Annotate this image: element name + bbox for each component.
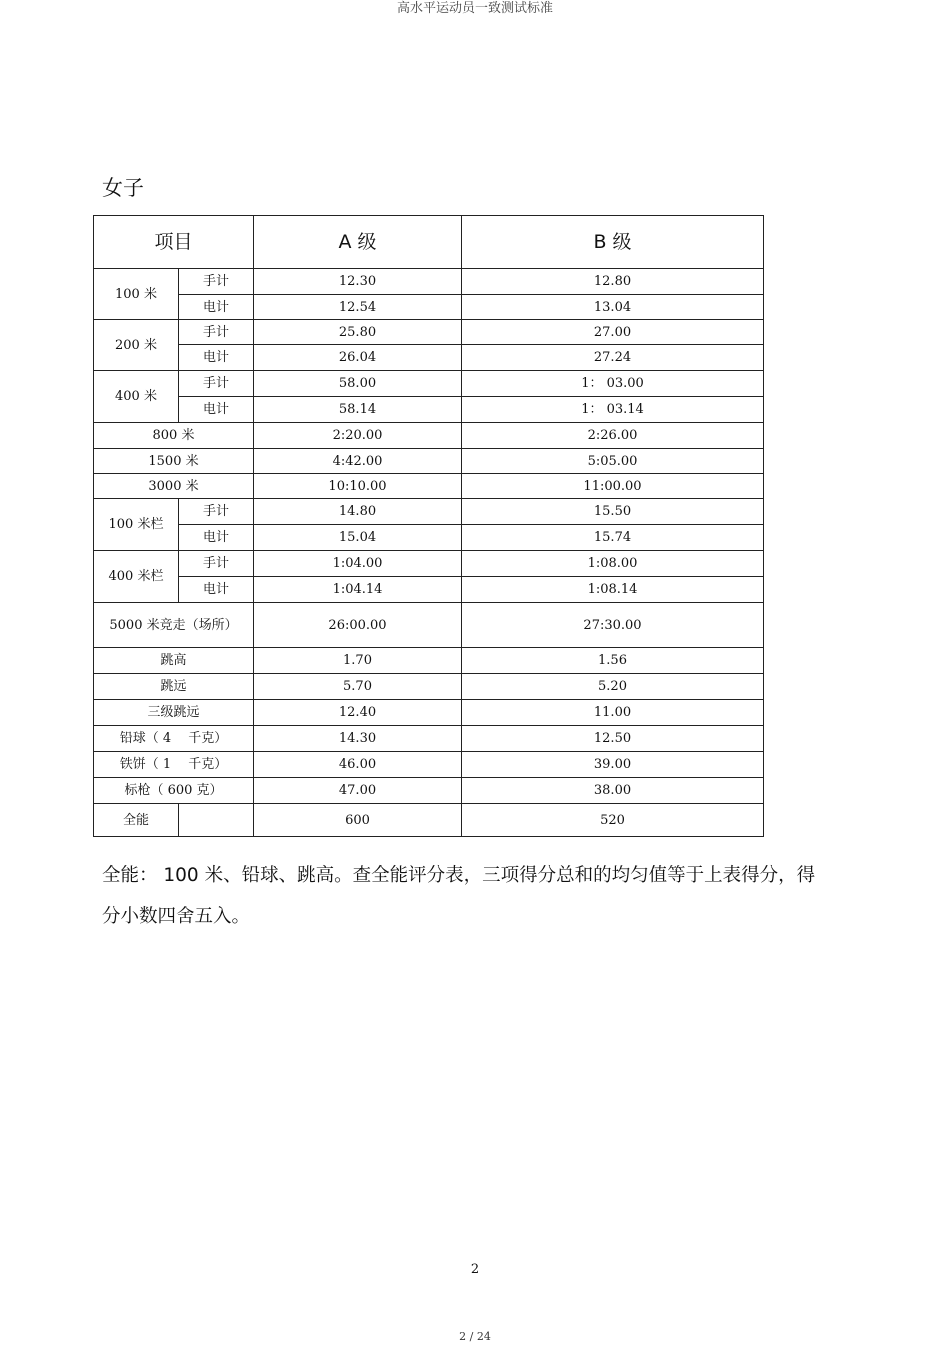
table-row [94,525,764,551]
table-row [94,674,764,700]
grade-b-value: 15.50 [462,499,764,525]
grade-b-value: 12.80 [462,269,764,295]
grade-a-value: 1:04.14 [254,577,462,603]
page-number: 2 [470,1262,480,1277]
grade-a-value: 12.54 [254,295,462,320]
table-row [94,449,764,474]
timing-method: 电计 [179,345,254,371]
table-row [94,648,764,674]
table-row [94,499,764,525]
section-title: 女子 [102,176,144,200]
grade-a-value: 5.70 [254,674,462,700]
timing-method: 电计 [179,397,254,423]
header-grade-b: B 级 [462,216,764,269]
event-name: 100 米栏 [94,499,179,551]
timing-method: 电计 [179,525,254,551]
grade-b-value: 27:30.00 [462,603,764,648]
grade-b-value: 2:26.00 [462,423,764,449]
table-row [94,295,764,320]
table-row [94,804,764,837]
timing-method: 电计 [179,295,254,320]
grade-b-value: 27.24 [462,345,764,371]
grade-a-value: 25.80 [254,320,462,345]
grade-a-value: 600 [254,804,462,837]
event-name: 400 米 [94,371,179,423]
grade-b-value: 1： 03.00 [462,371,764,397]
event-name: 跳远 [94,674,254,700]
grade-a-value: 1:04.00 [254,551,462,577]
grade-b-value: 12.50 [462,726,764,752]
table-row [94,474,764,499]
document-header: 高水平运动员一致测试标准 [396,1,553,16]
header-item: 项目 [94,216,254,269]
grade-a-value: 14.80 [254,499,462,525]
event-name: 铅球（ 4 千克） [94,726,254,752]
grade-b-value: 15.74 [462,525,764,551]
empty-cell [179,804,254,837]
event-name: 跳高 [94,648,254,674]
timing-method: 电计 [179,577,254,603]
grade-a-value: 58.00 [254,371,462,397]
grade-b-value: 1.56 [462,648,764,674]
grade-a-value: 12.30 [254,269,462,295]
grade-a-value: 46.00 [254,752,462,778]
grade-a-value: 26.04 [254,345,462,371]
grade-a-value: 47.00 [254,778,462,804]
event-name: 三级跳远 [94,700,254,726]
event-name: 200 米 [94,320,179,371]
event-name: 400 米栏 [94,551,179,603]
event-name: 800 米 [94,423,254,449]
event-name: 1500 米 [94,449,254,474]
grade-b-value: 1:08.14 [462,577,764,603]
event-name: 标枪（ 600 克） [94,778,254,804]
grade-b-value: 5:05.00 [462,449,764,474]
timing-method: 手计 [179,269,254,295]
grade-a-value: 58.14 [254,397,462,423]
table-row [94,320,764,345]
grade-a-value: 14.30 [254,726,462,752]
grade-b-value: 1： 03.14 [462,397,764,423]
timing-method: 手计 [179,371,254,397]
table-row [94,577,764,603]
all-around-note: 全能： 100 米、铅球、跳高。查全能评分表，三项得分总和的均匀值等于上表得分，得分小数四舍五入。 [102,865,816,927]
table-row [94,603,764,648]
grade-a-value: 2:20.00 [254,423,462,449]
table-row [94,778,764,804]
grade-a-value: 4:42.00 [254,449,462,474]
table-header-row [94,216,764,269]
timing-method: 手计 [179,551,254,577]
timing-method: 手计 [179,499,254,525]
table-row [94,269,764,295]
grade-b-value: 5.20 [462,674,764,700]
grade-b-value: 520 [462,804,764,837]
grade-b-value: 27.00 [462,320,764,345]
grade-b-value: 11:00.00 [462,474,764,499]
grade-b-value: 1:08.00 [462,551,764,577]
header-grade-a: A 级 [254,216,462,269]
table-row [94,423,764,449]
timing-method: 手计 [179,320,254,345]
grade-b-value: 38.00 [462,778,764,804]
page-count: 2 / 24 [459,1330,491,1343]
grade-b-value: 39.00 [462,752,764,778]
grade-a-value: 26:00.00 [254,603,462,648]
event-name: 全能 [94,804,179,837]
grade-a-value: 15.04 [254,525,462,551]
table-row [94,752,764,778]
event-name: 100 米 [94,269,179,320]
table-row [94,551,764,577]
table-row [94,345,764,371]
table-row [94,397,764,423]
event-name: 铁饼（ 1 千克） [94,752,254,778]
grade-b-value: 11.00 [462,700,764,726]
table-row [94,371,764,397]
event-name: 5000 米竞走（场所） [94,603,254,648]
grade-a-value: 1.70 [254,648,462,674]
table-row [94,700,764,726]
table-row [94,726,764,752]
grade-b-value: 13.04 [462,295,764,320]
grade-a-value: 10:10.00 [254,474,462,499]
standards-table [93,215,764,837]
grade-a-value: 12.40 [254,700,462,726]
event-name: 3000 米 [94,474,254,499]
